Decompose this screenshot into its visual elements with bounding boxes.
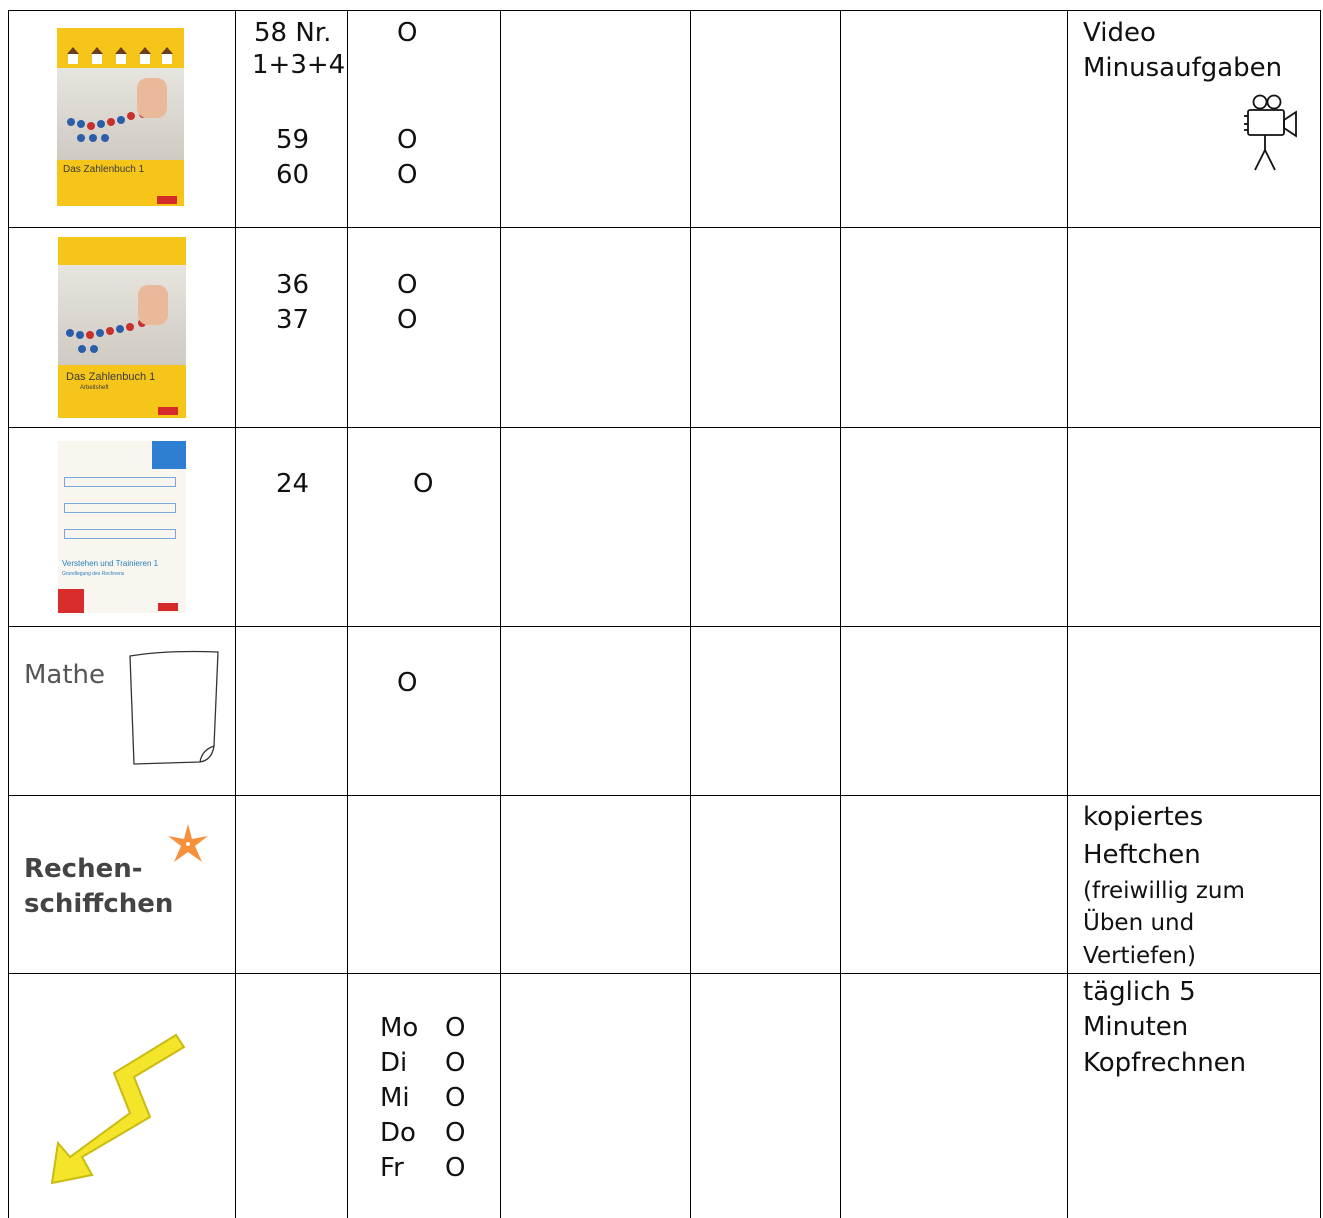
- paper-sheet-icon: [126, 648, 222, 766]
- checkbox-circle[interactable]: O: [397, 18, 418, 48]
- row-divider: [8, 795, 1321, 796]
- checkbox-circle[interactable]: O: [397, 160, 418, 190]
- exercise-numbers: 1+3+4: [252, 50, 346, 80]
- column-divider: [840, 10, 841, 1218]
- page-number: 37: [276, 305, 310, 335]
- page-number: 24: [276, 469, 310, 499]
- checkbox-circle[interactable]: O: [397, 305, 418, 335]
- book-subtitle: Grundlegung des Rechnens: [62, 571, 125, 577]
- note-line: (freiwillig zum: [1083, 878, 1245, 904]
- row-divider: [8, 227, 1321, 228]
- weekday-label: Di: [380, 1048, 408, 1078]
- publisher-logo: [158, 603, 178, 611]
- bead-row: [64, 477, 176, 487]
- note-line: täglich 5: [1083, 977, 1196, 1007]
- note-line: Minuten: [1083, 1012, 1189, 1042]
- note-line: kopiertes: [1083, 802, 1204, 832]
- page-number: 58 Nr.: [254, 18, 332, 48]
- arrow-icon: [38, 1025, 198, 1195]
- book-title: Das Zahlenbuch 1: [63, 164, 145, 175]
- page-number: 59: [276, 125, 310, 155]
- book-title: Verstehen und Trainieren 1: [62, 559, 159, 568]
- rechenschiffchen-label-line: Rechen-: [24, 854, 143, 884]
- rechenschiffchen-label-line: schiffchen: [24, 889, 174, 919]
- cover-photo: [58, 265, 186, 365]
- weekday-label: Mo: [380, 1013, 419, 1043]
- subject-label: Mathe: [24, 660, 106, 690]
- checkbox-circle[interactable]: O: [445, 1048, 466, 1078]
- row-divider: [8, 10, 1321, 11]
- book-cover-zahlenbuch-arbeitsheft: [58, 237, 186, 418]
- weekday-label: Fr: [380, 1153, 404, 1183]
- column-divider: [235, 10, 236, 1218]
- note-line: Heftchen: [1083, 840, 1201, 870]
- book-cover-zahlenbuch: [57, 28, 184, 206]
- publisher-badge: [152, 441, 186, 469]
- book-title: Das Zahlenbuch 1: [66, 371, 156, 383]
- bead-row: [64, 529, 176, 539]
- row-divider: [8, 427, 1321, 428]
- note-line: Minusaufgaben: [1083, 53, 1283, 83]
- cover-photo: [57, 68, 184, 160]
- table-border-right: [1320, 10, 1321, 1218]
- publisher-logo: [157, 196, 177, 204]
- weekday-label: Mi: [380, 1083, 410, 1113]
- page-number: 36: [276, 270, 310, 300]
- page-number: 60: [276, 160, 310, 190]
- checkbox-circle[interactable]: O: [397, 125, 418, 155]
- book-subtitle: Arbeitsheft: [80, 385, 109, 391]
- note-line: Kopfrechnen: [1083, 1048, 1247, 1078]
- video-camera-icon[interactable]: [1238, 94, 1300, 172]
- checkbox-circle[interactable]: O: [413, 469, 434, 499]
- star-icon: [166, 822, 210, 866]
- series-badge: [58, 589, 84, 613]
- column-divider: [690, 10, 691, 1218]
- weekday-label: Do: [380, 1118, 416, 1148]
- row-divider: [8, 626, 1321, 627]
- checkbox-circle[interactable]: O: [445, 1153, 466, 1183]
- column-divider: [500, 10, 501, 1218]
- checkbox-circle[interactable]: O: [397, 270, 418, 300]
- checkbox-circle[interactable]: O: [445, 1118, 466, 1148]
- checkbox-circle[interactable]: O: [445, 1083, 466, 1113]
- note-line: Video: [1083, 18, 1156, 48]
- column-divider: [1067, 10, 1068, 1218]
- table-border-left: [8, 10, 9, 1218]
- note-line: Üben und: [1083, 910, 1195, 936]
- publisher-logo: [158, 407, 178, 415]
- checkbox-circle[interactable]: O: [445, 1013, 466, 1043]
- checkbox-circle[interactable]: O: [397, 668, 418, 698]
- note-line: Vertiefen): [1083, 943, 1196, 969]
- column-divider: [347, 10, 348, 1218]
- bead-row: [64, 503, 176, 513]
- book-cover-verstehen-trainieren: [58, 441, 186, 613]
